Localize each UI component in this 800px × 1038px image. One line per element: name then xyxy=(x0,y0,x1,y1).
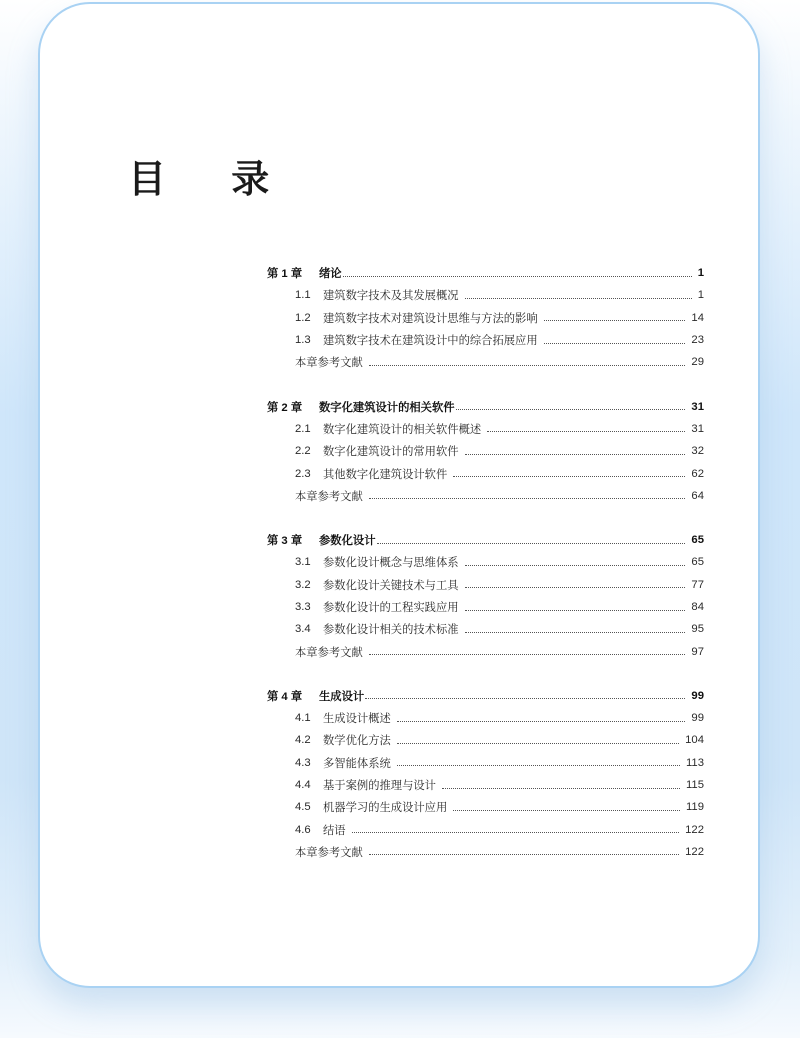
references-entry[interactable] xyxy=(267,485,704,507)
section-title: 建筑数字技术对建筑设计思维与方法的影响 xyxy=(323,312,538,325)
section-title: 其他数字化建筑设计软件 xyxy=(323,468,448,481)
dot-leader xyxy=(453,810,680,811)
page-number: 99 xyxy=(691,689,704,702)
page-number: 77 xyxy=(691,578,704,591)
section-number: 3.2 xyxy=(295,578,311,591)
dot-leader xyxy=(377,543,686,544)
section-entry[interactable] xyxy=(267,752,704,774)
page-number: 104 xyxy=(685,734,704,747)
section-number: 1.2 xyxy=(295,311,311,324)
section-entry[interactable] xyxy=(267,574,704,596)
chapter-number: 第 3 章 xyxy=(267,535,303,548)
page-number: 119 xyxy=(685,801,704,814)
section-entry[interactable] xyxy=(267,707,704,729)
chapter-entry[interactable] xyxy=(267,262,704,284)
page-number: 23 xyxy=(691,334,704,347)
page-number: 65 xyxy=(691,556,704,569)
page-number: 65 xyxy=(691,534,704,547)
dot-leader xyxy=(465,454,686,455)
section-title: 参数化设计相关的技术标准 xyxy=(323,624,459,637)
dot-leader xyxy=(544,320,686,321)
chapter-number: 第 4 章 xyxy=(267,690,303,703)
section-entry[interactable] xyxy=(267,819,704,841)
section-title: 数学优化方法 xyxy=(323,735,391,748)
section-entry[interactable] xyxy=(267,729,704,751)
references-label: 本章参考文献 xyxy=(295,357,363,370)
dot-leader xyxy=(544,343,686,344)
section-number: 1.3 xyxy=(295,334,311,347)
chapter-entry[interactable] xyxy=(267,685,704,707)
section-number: 4.1 xyxy=(295,712,311,725)
section-number: 2.3 xyxy=(295,467,311,480)
section-entry[interactable] xyxy=(267,618,704,640)
page-number: 97 xyxy=(691,645,704,658)
dot-leader xyxy=(487,431,685,432)
dot-leader xyxy=(465,298,692,299)
page-number: 62 xyxy=(691,467,704,480)
page-number: 31 xyxy=(691,422,704,435)
section-title: 建筑数字技术及其发展概况 xyxy=(323,290,459,303)
page-number: 32 xyxy=(691,445,704,458)
section-entry[interactable] xyxy=(267,418,704,440)
references-entry[interactable] xyxy=(267,640,704,662)
references-entry[interactable] xyxy=(267,351,704,373)
page-number: 122 xyxy=(685,823,704,836)
dot-leader xyxy=(465,587,686,588)
chapter-number: 第 2 章 xyxy=(267,401,303,414)
dot-leader xyxy=(369,654,686,655)
page-number: 1 xyxy=(697,267,704,280)
chapter-entry[interactable] xyxy=(267,529,704,551)
section-entry[interactable] xyxy=(267,462,704,484)
references-label: 本章参考文献 xyxy=(295,846,363,859)
dot-leader xyxy=(369,854,679,855)
dot-leader xyxy=(465,632,686,633)
chapter-entry[interactable] xyxy=(267,395,704,417)
section-entry[interactable] xyxy=(267,307,704,329)
section-title: 生成设计概述 xyxy=(323,713,391,726)
page-number: 95 xyxy=(691,623,704,636)
section-number: 4.2 xyxy=(295,734,311,747)
page-title: 目 录 xyxy=(128,156,296,201)
chapter-number: 第 1 章 xyxy=(267,268,303,281)
page-number: 115 xyxy=(685,779,704,792)
section-number: 3.3 xyxy=(295,601,311,613)
chapter-block xyxy=(267,685,704,863)
references-label: 本章参考文献 xyxy=(295,490,363,503)
section-entry[interactable] xyxy=(267,774,704,796)
section-entry[interactable] xyxy=(267,440,704,462)
dot-leader xyxy=(465,565,686,566)
page-number: 29 xyxy=(691,356,704,369)
section-entry[interactable] xyxy=(267,796,704,818)
section-entry[interactable] xyxy=(267,284,704,306)
section-title: 参数化设计关键技术与工具 xyxy=(323,579,459,592)
dot-leader xyxy=(369,498,686,499)
chapter-title: 参数化设计 xyxy=(319,535,376,548)
references-label: 本章参考文献 xyxy=(295,646,363,659)
section-number: 2.1 xyxy=(295,422,311,435)
chapter-title: 绪论 xyxy=(319,268,342,281)
references-entry[interactable] xyxy=(267,841,704,863)
section-title: 机器学习的生成设计应用 xyxy=(323,802,448,815)
dot-leader xyxy=(397,743,679,744)
section-entry[interactable] xyxy=(267,596,704,618)
chapter-title: 数字化建筑设计的相关软件 xyxy=(319,401,455,414)
section-number: 4.6 xyxy=(295,823,311,836)
dot-leader xyxy=(397,765,680,766)
page-number: 84 xyxy=(691,601,704,613)
section-title: 参数化设计概念与思维体系 xyxy=(323,557,459,570)
section-number: 2.2 xyxy=(295,445,311,458)
chapter-block xyxy=(267,262,704,373)
section-number: 4.5 xyxy=(295,801,311,814)
section-number: 3.4 xyxy=(295,623,311,636)
dot-leader xyxy=(465,610,686,611)
section-number: 4.4 xyxy=(295,779,311,792)
chapter-block xyxy=(267,395,704,506)
section-title: 基于案例的推理与设计 xyxy=(323,780,436,793)
dot-leader xyxy=(352,832,680,833)
section-number: 4.3 xyxy=(295,756,311,769)
section-entry[interactable] xyxy=(267,551,704,573)
dot-leader xyxy=(397,721,686,722)
page-number: 122 xyxy=(685,845,704,858)
dot-leader xyxy=(453,476,685,477)
dot-leader xyxy=(369,365,686,366)
section-title: 数字化建筑设计的常用软件 xyxy=(323,446,459,459)
table-of-contents xyxy=(267,262,704,885)
section-entry[interactable] xyxy=(267,329,704,351)
section-title: 数字化建筑设计的相关软件概述 xyxy=(323,423,482,436)
page-number: 31 xyxy=(691,400,704,413)
section-title: 建筑数字技术在建筑设计中的综合拓展应用 xyxy=(323,335,538,348)
dot-leader xyxy=(456,409,686,410)
page-number: 113 xyxy=(685,756,704,769)
section-title: 结语 xyxy=(323,824,346,837)
page-number: 14 xyxy=(691,311,704,324)
chapter-block xyxy=(267,529,704,663)
dot-leader xyxy=(442,788,680,789)
dot-leader xyxy=(343,276,692,277)
page-number: 1 xyxy=(697,289,704,302)
chapter-title: 生成设计 xyxy=(319,690,365,703)
section-number: 3.1 xyxy=(295,556,311,569)
page-number: 99 xyxy=(691,712,704,725)
section-title: 多智能体系统 xyxy=(323,757,391,770)
section-number: 1.1 xyxy=(295,289,311,302)
dot-leader xyxy=(365,698,685,699)
page-number: 64 xyxy=(691,489,704,502)
section-title: 参数化设计的工程实践应用 xyxy=(323,602,459,614)
